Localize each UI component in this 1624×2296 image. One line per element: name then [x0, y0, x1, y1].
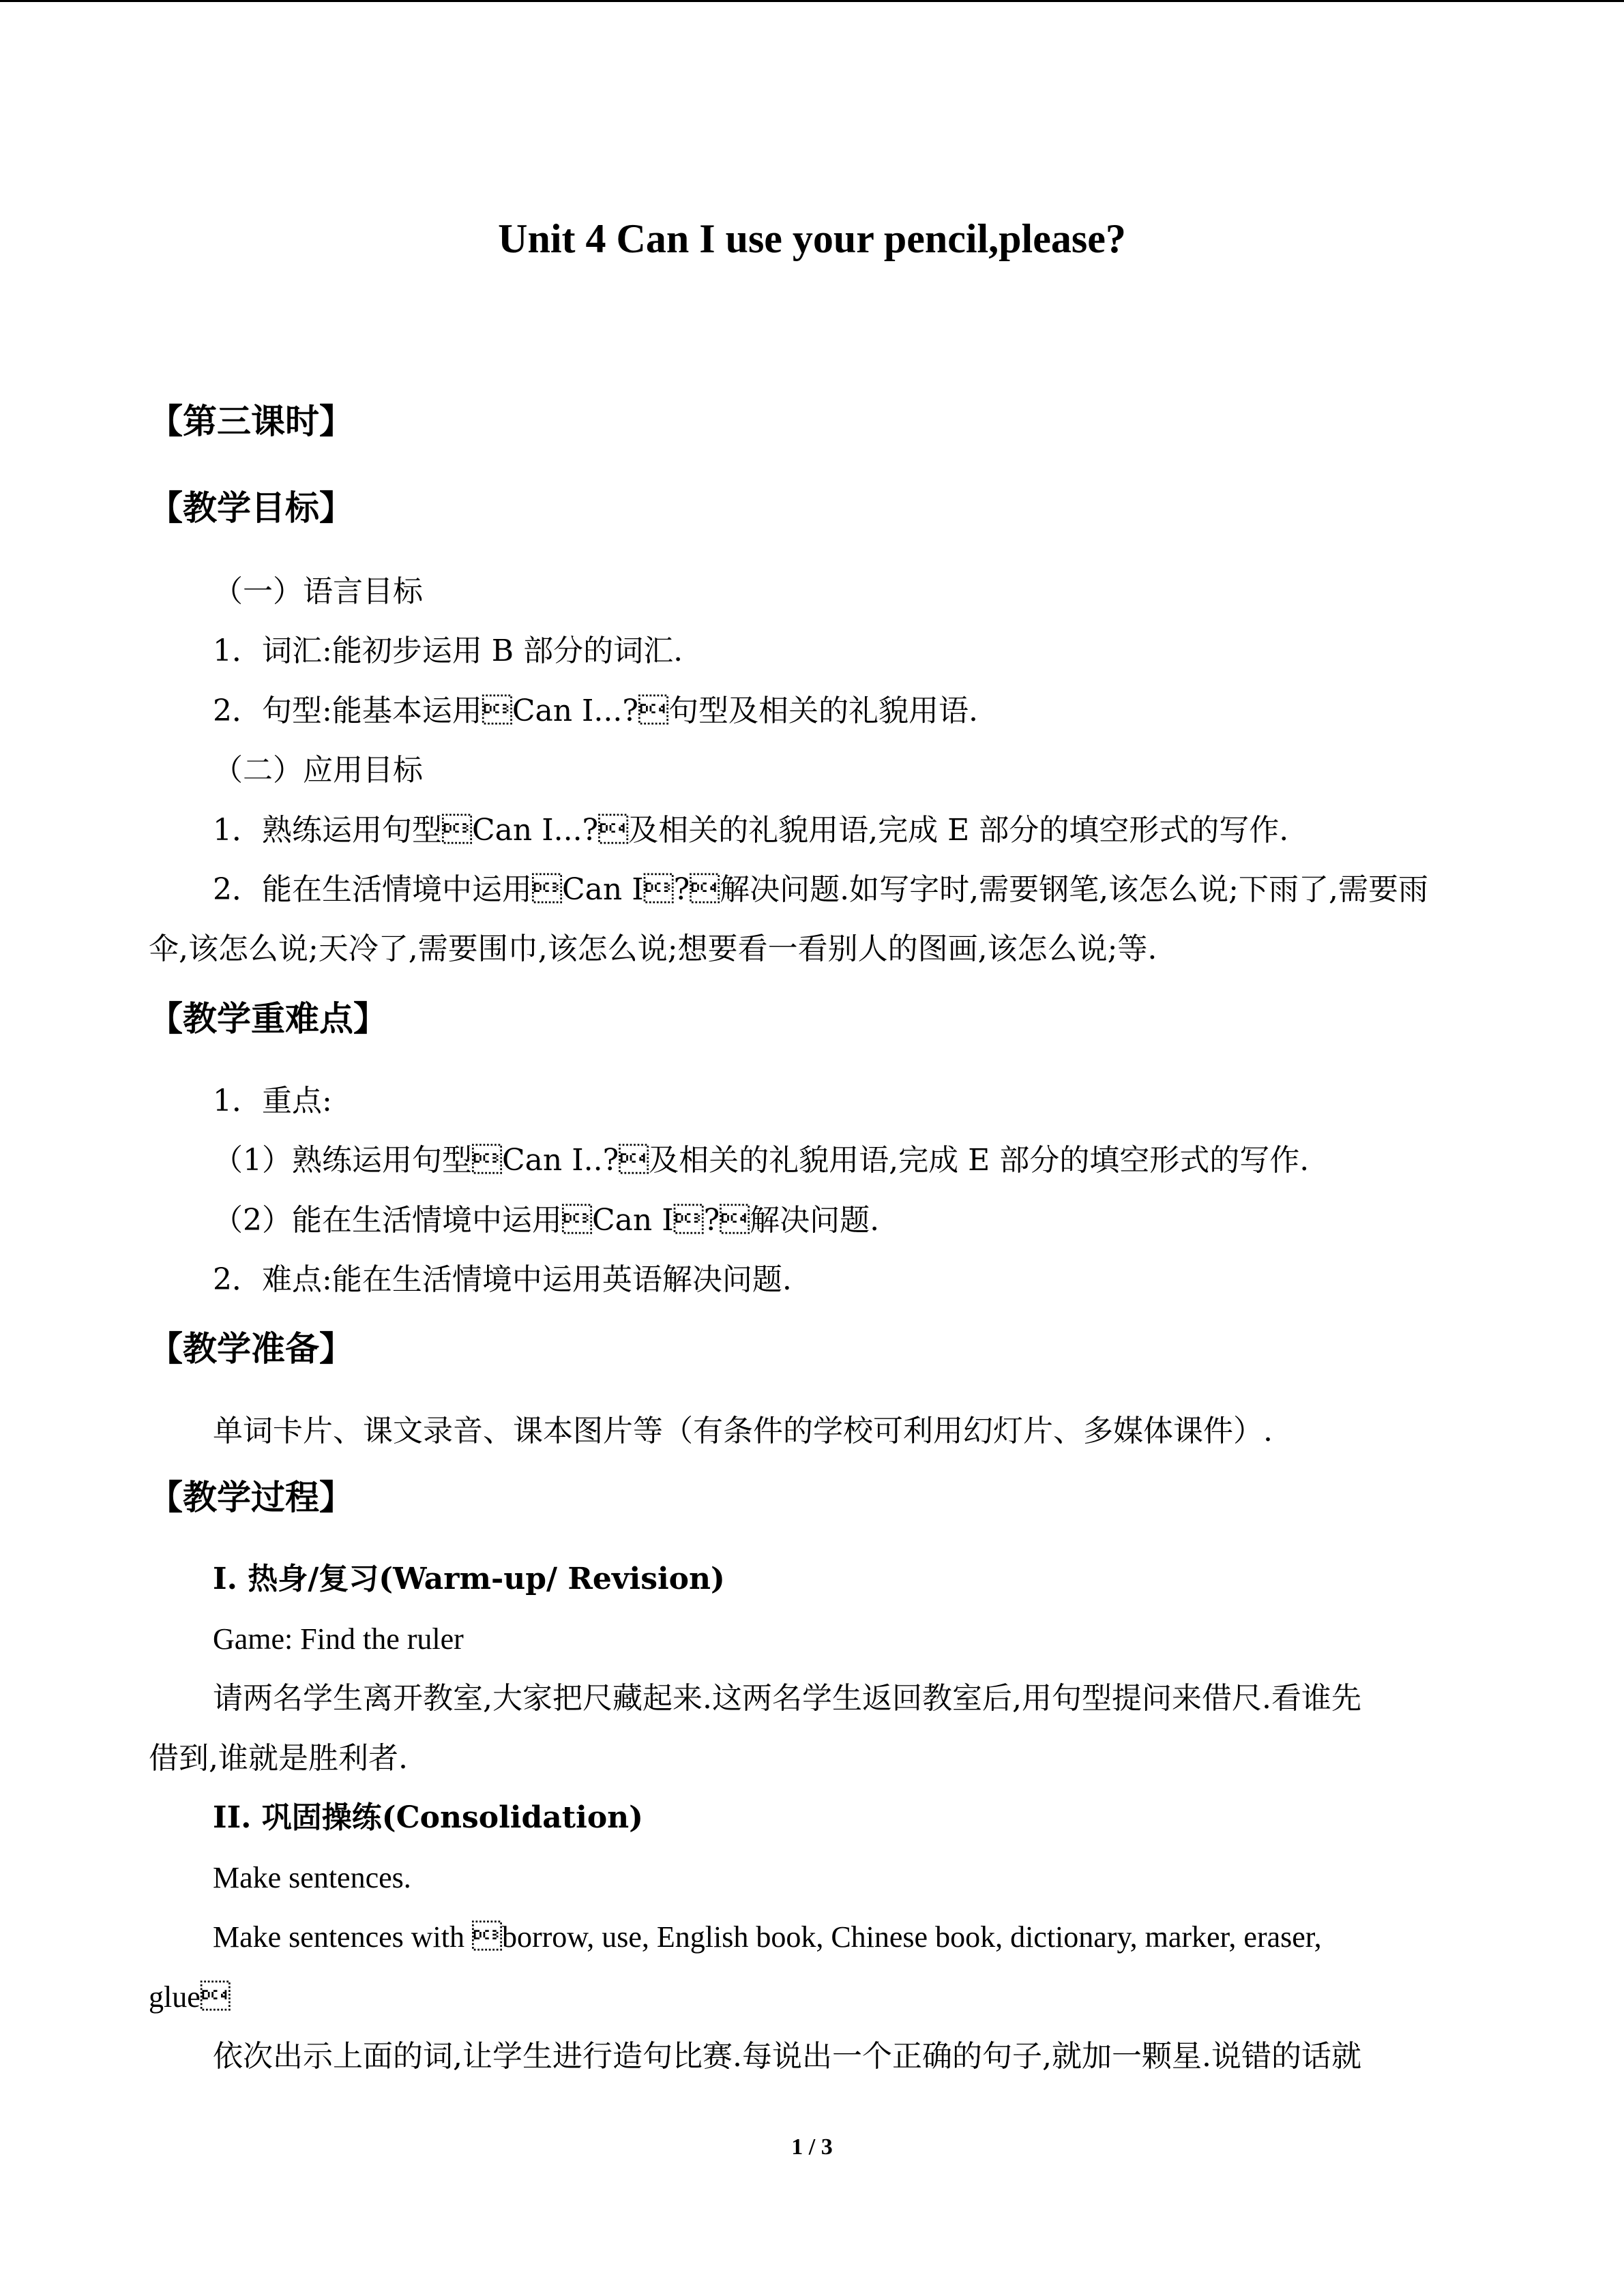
objective-application-1: 1．熟练运用句型Can I...?及相关的礼貌用语,完成 E 部分的填空形式的写作.: [213, 813, 1289, 848]
step-2-word-list-line-2: glue: [149, 1980, 231, 2014]
step-2-description: 依次出示上面的词,让学生进行造句比赛.每说出一个正确的句子,就加一颗星.说错的话就: [213, 2039, 1361, 2074]
step-2-word-list-line-1: Make sentences with borrow, use, English book, Chinese book, dictionary, marker, eraser,: [213, 1920, 1322, 1954]
objective-application-header: （二）应用目标: [213, 753, 423, 788]
key-point-1-2: （2）能在生活情境中运用Can I?解决问题.: [213, 1203, 880, 1238]
step-1-description-line-1: 请两名学生离开教室,大家把尺藏起来.这两名学生返回教室后,用句型提问来借尺.看谁先: [213, 1681, 1361, 1716]
key-point-1-1: （1）熟练运用句型Can I..?及相关的礼貌用语,完成 E 部分的填空形式的写作.: [213, 1143, 1310, 1178]
step-2-title: II. 巩固操练(Consolidation): [213, 1800, 643, 1835]
document-title: Unit 4 Can I use your pencil,please?: [498, 216, 1126, 261]
objective-application-2-line-1: 2．能在生活情境中运用Can I?解决问题.如写字时,需要钢笔,该怎么说;下雨了,需要雨: [213, 872, 1428, 907]
step-1-game: Game: Find the ruler: [213, 1622, 464, 1656]
heading-preparation: 【教学准备】: [149, 1329, 353, 1369]
objective-language-header: （一）语言目标: [213, 574, 423, 609]
heading-objectives: 【教学目标】: [149, 488, 353, 528]
step-1-title: I. 热身/复习(Warm-up/ Revision): [213, 1562, 725, 1596]
key-point-1: 1．重点:: [213, 1084, 332, 1118]
top-border-line: [0, 0, 1624, 2]
objective-language-1: 1．词汇:能初步运用 B 部分的词汇.: [213, 633, 683, 668]
objective-language-2: 2．句型:能基本运用Can I...?句型及相关的礼貌用语.: [213, 694, 978, 728]
heading-key-points: 【教学重难点】: [149, 999, 387, 1039]
page-number: 1 / 3: [791, 2134, 833, 2160]
step-2-make-sentences: Make sentences.: [213, 1861, 411, 1894]
step-1-description-line-2: 借到,谁就是胜利者.: [149, 1741, 408, 1776]
objective-application-2-line-2: 伞,该怎么说;天冷了,需要围巾,该怎么说;想要看一看别人的图画,该怎么说;等.: [149, 931, 1157, 966]
heading-lesson: 【第三课时】: [149, 402, 353, 441]
key-point-2: 2．难点:能在生活情境中运用英语解决问题.: [213, 1262, 792, 1297]
heading-process: 【教学过程】: [149, 1478, 353, 1517]
preparation-text: 单词卡片、课文录音、课本图片等（有条件的学校可利用幻灯片、多媒体课件）.: [213, 1414, 1273, 1448]
